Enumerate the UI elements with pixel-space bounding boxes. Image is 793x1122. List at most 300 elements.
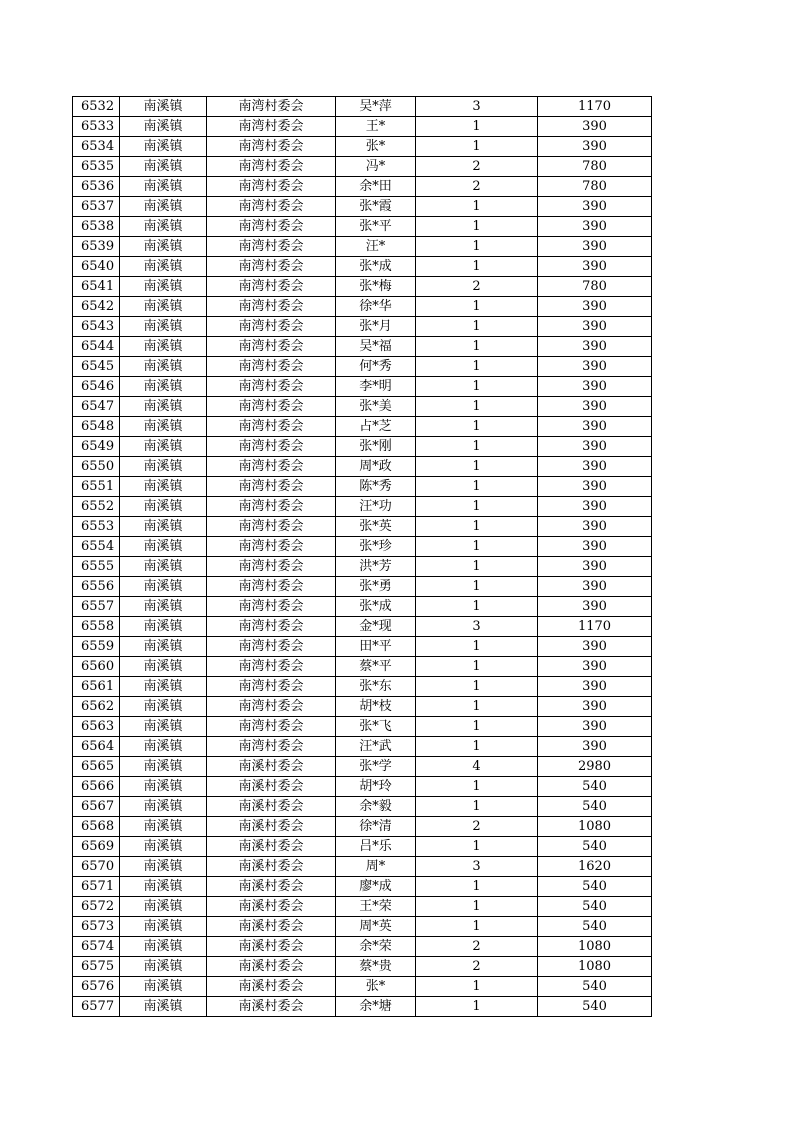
village-committee-cell: 南湾村委会 [207, 617, 336, 637]
count-cell: 1 [416, 377, 538, 397]
name-cell: 蔡*贵 [336, 957, 416, 977]
table-row [73, 777, 652, 797]
village-committee-cell: 南溪村委会 [207, 877, 336, 897]
count-cell: 1 [416, 397, 538, 417]
count-cell: 2 [416, 957, 538, 977]
town-cell: 南溪镇 [120, 177, 207, 197]
village-committee-cell: 南湾村委会 [207, 677, 336, 697]
row-id-cell: 6565 [73, 757, 120, 777]
village-committee-cell: 南湾村委会 [207, 317, 336, 337]
amount-cell: 390 [538, 217, 652, 237]
town-cell: 南溪镇 [120, 877, 207, 897]
village-committee-cell: 南溪村委会 [207, 957, 336, 977]
count-cell: 1 [416, 197, 538, 217]
name-cell: 陈*秀 [336, 477, 416, 497]
table-body [73, 97, 652, 1017]
amount-cell: 390 [538, 497, 652, 517]
row-id-cell: 6541 [73, 277, 120, 297]
name-cell: 徐*华 [336, 297, 416, 317]
count-cell: 1 [416, 977, 538, 997]
data-table [72, 96, 652, 1017]
row-id-cell: 6554 [73, 537, 120, 557]
village-committee-cell: 南溪村委会 [207, 757, 336, 777]
village-committee-cell: 南湾村委会 [207, 637, 336, 657]
town-cell: 南溪镇 [120, 417, 207, 437]
amount-cell: 1170 [538, 617, 652, 637]
name-cell: 金*现 [336, 617, 416, 637]
table-row [73, 197, 652, 217]
row-id-cell: 6577 [73, 997, 120, 1017]
row-id-cell: 6538 [73, 217, 120, 237]
count-cell: 1 [416, 737, 538, 757]
name-cell: 胡*枝 [336, 697, 416, 717]
name-cell: 蔡*平 [336, 657, 416, 677]
table-row [73, 137, 652, 157]
amount-cell: 390 [538, 417, 652, 437]
count-cell: 3 [416, 617, 538, 637]
amount-cell: 2980 [538, 757, 652, 777]
town-cell: 南溪镇 [120, 197, 207, 217]
name-cell: 吴*福 [336, 337, 416, 357]
count-cell: 2 [416, 177, 538, 197]
row-id-cell: 6549 [73, 437, 120, 457]
amount-cell: 780 [538, 277, 652, 297]
name-cell: 冯* [336, 157, 416, 177]
count-cell: 1 [416, 897, 538, 917]
row-id-cell: 6556 [73, 577, 120, 597]
row-id-cell: 6555 [73, 557, 120, 577]
count-cell: 1 [416, 477, 538, 497]
name-cell: 余*塘 [336, 997, 416, 1017]
row-id-cell: 6544 [73, 337, 120, 357]
name-cell: 张*成 [336, 257, 416, 277]
name-cell: 余*田 [336, 177, 416, 197]
name-cell: 吴*萍 [336, 97, 416, 117]
name-cell: 周* [336, 857, 416, 877]
village-committee-cell: 南湾村委会 [207, 177, 336, 197]
count-cell: 1 [416, 137, 538, 157]
village-committee-cell: 南湾村委会 [207, 397, 336, 417]
village-committee-cell: 南湾村委会 [207, 477, 336, 497]
town-cell: 南溪镇 [120, 297, 207, 317]
row-id-cell: 6566 [73, 777, 120, 797]
town-cell: 南溪镇 [120, 697, 207, 717]
amount-cell: 390 [538, 437, 652, 457]
town-cell: 南溪镇 [120, 637, 207, 657]
row-id-cell: 6569 [73, 837, 120, 857]
name-cell: 张*勇 [336, 577, 416, 597]
count-cell: 2 [416, 937, 538, 957]
town-cell: 南溪镇 [120, 957, 207, 977]
town-cell: 南溪镇 [120, 317, 207, 337]
row-id-cell: 6557 [73, 597, 120, 617]
amount-cell: 390 [538, 697, 652, 717]
row-id-cell: 6542 [73, 297, 120, 317]
row-id-cell: 6553 [73, 517, 120, 537]
table-row [73, 957, 652, 977]
count-cell: 2 [416, 277, 538, 297]
count-cell: 2 [416, 817, 538, 837]
amount-cell: 390 [538, 577, 652, 597]
table-row [73, 817, 652, 837]
village-committee-cell: 南湾村委会 [207, 457, 336, 477]
count-cell: 1 [416, 697, 538, 717]
count-cell: 1 [416, 437, 538, 457]
table-row [73, 377, 652, 397]
name-cell: 汪*武 [336, 737, 416, 757]
row-id-cell: 6532 [73, 97, 120, 117]
town-cell: 南溪镇 [120, 837, 207, 857]
name-cell: 吕*乐 [336, 837, 416, 857]
town-cell: 南溪镇 [120, 577, 207, 597]
town-cell: 南溪镇 [120, 377, 207, 397]
village-committee-cell: 南湾村委会 [207, 497, 336, 517]
count-cell: 1 [416, 577, 538, 597]
row-id-cell: 6536 [73, 177, 120, 197]
village-committee-cell: 南湾村委会 [207, 357, 336, 377]
town-cell: 南溪镇 [120, 717, 207, 737]
table-row [73, 277, 652, 297]
amount-cell: 390 [538, 597, 652, 617]
village-committee-cell: 南溪村委会 [207, 777, 336, 797]
name-cell: 张*霞 [336, 197, 416, 217]
row-id-cell: 6551 [73, 477, 120, 497]
amount-cell: 540 [538, 917, 652, 937]
row-id-cell: 6559 [73, 637, 120, 657]
village-committee-cell: 南湾村委会 [207, 97, 336, 117]
name-cell: 张*平 [336, 217, 416, 237]
village-committee-cell: 南湾村委会 [207, 717, 336, 737]
name-cell: 张*英 [336, 517, 416, 537]
village-committee-cell: 南湾村委会 [207, 417, 336, 437]
count-cell: 1 [416, 417, 538, 437]
town-cell: 南溪镇 [120, 157, 207, 177]
town-cell: 南溪镇 [120, 677, 207, 697]
amount-cell: 390 [538, 657, 652, 677]
count-cell: 2 [416, 157, 538, 177]
town-cell: 南溪镇 [120, 477, 207, 497]
town-cell: 南溪镇 [120, 797, 207, 817]
count-cell: 1 [416, 877, 538, 897]
village-committee-cell: 南溪村委会 [207, 897, 336, 917]
count-cell: 1 [416, 257, 538, 277]
row-id-cell: 6571 [73, 877, 120, 897]
row-id-cell: 6546 [73, 377, 120, 397]
amount-cell: 540 [538, 897, 652, 917]
village-committee-cell: 南湾村委会 [207, 277, 336, 297]
table-row [73, 97, 652, 117]
village-committee-cell: 南湾村委会 [207, 157, 336, 177]
row-id-cell: 6567 [73, 797, 120, 817]
town-cell: 南溪镇 [120, 557, 207, 577]
row-id-cell: 6568 [73, 817, 120, 837]
amount-cell: 390 [538, 297, 652, 317]
town-cell: 南溪镇 [120, 257, 207, 277]
count-cell: 1 [416, 597, 538, 617]
amount-cell: 390 [538, 717, 652, 737]
table-row [73, 597, 652, 617]
table-row [73, 557, 652, 577]
name-cell: 张*刚 [336, 437, 416, 457]
name-cell: 何*秀 [336, 357, 416, 377]
row-id-cell: 6537 [73, 197, 120, 217]
amount-cell: 390 [538, 357, 652, 377]
table-row [73, 697, 652, 717]
table-row [73, 937, 652, 957]
name-cell: 张*珍 [336, 537, 416, 557]
town-cell: 南溪镇 [120, 777, 207, 797]
name-cell: 汪*功 [336, 497, 416, 517]
row-id-cell: 6534 [73, 137, 120, 157]
table-row [73, 297, 652, 317]
amount-cell: 390 [538, 537, 652, 557]
village-committee-cell: 南湾村委会 [207, 337, 336, 357]
row-id-cell: 6573 [73, 917, 120, 937]
table-row [73, 337, 652, 357]
table-row [73, 657, 652, 677]
name-cell: 周*政 [336, 457, 416, 477]
name-cell: 张*学 [336, 757, 416, 777]
name-cell: 张* [336, 137, 416, 157]
amount-cell: 390 [538, 477, 652, 497]
town-cell: 南溪镇 [120, 997, 207, 1017]
table-row [73, 357, 652, 377]
amount-cell: 390 [538, 337, 652, 357]
village-committee-cell: 南湾村委会 [207, 517, 336, 537]
count-cell: 1 [416, 537, 538, 557]
town-cell: 南溪镇 [120, 277, 207, 297]
amount-cell: 390 [538, 637, 652, 657]
table-row [73, 997, 652, 1017]
row-id-cell: 6543 [73, 317, 120, 337]
town-cell: 南溪镇 [120, 97, 207, 117]
village-committee-cell: 南湾村委会 [207, 557, 336, 577]
count-cell: 1 [416, 217, 538, 237]
amount-cell: 780 [538, 177, 652, 197]
row-id-cell: 6535 [73, 157, 120, 177]
row-id-cell: 6576 [73, 977, 120, 997]
town-cell: 南溪镇 [120, 817, 207, 837]
table-row [73, 537, 652, 557]
count-cell: 1 [416, 637, 538, 657]
count-cell: 1 [416, 997, 538, 1017]
count-cell: 1 [416, 457, 538, 477]
town-cell: 南溪镇 [120, 137, 207, 157]
name-cell: 余*荣 [336, 937, 416, 957]
village-committee-cell: 南湾村委会 [207, 737, 336, 757]
amount-cell: 540 [538, 797, 652, 817]
village-committee-cell: 南湾村委会 [207, 297, 336, 317]
village-committee-cell: 南湾村委会 [207, 137, 336, 157]
count-cell: 4 [416, 757, 538, 777]
amount-cell: 540 [538, 777, 652, 797]
village-committee-cell: 南湾村委会 [207, 237, 336, 257]
town-cell: 南溪镇 [120, 457, 207, 477]
table-row [73, 577, 652, 597]
amount-cell: 1170 [538, 97, 652, 117]
amount-cell: 1620 [538, 857, 652, 877]
count-cell: 1 [416, 297, 538, 317]
name-cell: 廖*成 [336, 877, 416, 897]
row-id-cell: 6563 [73, 717, 120, 737]
row-id-cell: 6560 [73, 657, 120, 677]
town-cell: 南溪镇 [120, 537, 207, 557]
table-row [73, 437, 652, 457]
town-cell: 南溪镇 [120, 597, 207, 617]
amount-cell: 390 [538, 197, 652, 217]
name-cell: 张*梅 [336, 277, 416, 297]
name-cell: 汪* [336, 237, 416, 257]
table-row [73, 977, 652, 997]
row-id-cell: 6572 [73, 897, 120, 917]
amount-cell: 390 [538, 117, 652, 137]
village-committee-cell: 南湾村委会 [207, 577, 336, 597]
village-committee-cell: 南溪村委会 [207, 997, 336, 1017]
name-cell: 张*成 [336, 597, 416, 617]
count-cell: 1 [416, 777, 538, 797]
village-committee-cell: 南溪村委会 [207, 937, 336, 957]
name-cell: 胡*玲 [336, 777, 416, 797]
town-cell: 南溪镇 [120, 617, 207, 637]
name-cell: 洪*芳 [336, 557, 416, 577]
amount-cell: 390 [538, 257, 652, 277]
row-id-cell: 6545 [73, 357, 120, 377]
town-cell: 南溪镇 [120, 657, 207, 677]
table-row [73, 177, 652, 197]
town-cell: 南溪镇 [120, 117, 207, 137]
town-cell: 南溪镇 [120, 937, 207, 957]
count-cell: 1 [416, 517, 538, 537]
town-cell: 南溪镇 [120, 397, 207, 417]
village-committee-cell: 南溪村委会 [207, 977, 336, 997]
name-cell: 周*英 [336, 917, 416, 937]
village-committee-cell: 南湾村委会 [207, 257, 336, 277]
amount-cell: 540 [538, 837, 652, 857]
town-cell: 南溪镇 [120, 757, 207, 777]
row-id-cell: 6533 [73, 117, 120, 137]
village-committee-cell: 南湾村委会 [207, 437, 336, 457]
table-row [73, 157, 652, 177]
row-id-cell: 6540 [73, 257, 120, 277]
count-cell: 1 [416, 657, 538, 677]
town-cell: 南溪镇 [120, 897, 207, 917]
name-cell: 占*芝 [336, 417, 416, 437]
village-committee-cell: 南湾村委会 [207, 217, 336, 237]
village-committee-cell: 南溪村委会 [207, 857, 336, 877]
table-row [73, 237, 652, 257]
name-cell: 张*飞 [336, 717, 416, 737]
table-row [73, 517, 652, 537]
village-committee-cell: 南溪村委会 [207, 917, 336, 937]
name-cell: 张* [336, 977, 416, 997]
row-id-cell: 6570 [73, 857, 120, 877]
count-cell: 1 [416, 117, 538, 137]
amount-cell: 390 [538, 317, 652, 337]
row-id-cell: 6548 [73, 417, 120, 437]
village-committee-cell: 南湾村委会 [207, 657, 336, 677]
name-cell: 王* [336, 117, 416, 137]
table-row [73, 117, 652, 137]
table-row [73, 637, 652, 657]
amount-cell: 390 [538, 397, 652, 417]
table-row [73, 217, 652, 237]
village-committee-cell: 南湾村委会 [207, 537, 336, 557]
row-id-cell: 6562 [73, 697, 120, 717]
row-id-cell: 6547 [73, 397, 120, 417]
name-cell: 张*月 [336, 317, 416, 337]
name-cell: 王*荣 [336, 897, 416, 917]
village-committee-cell: 南湾村委会 [207, 597, 336, 617]
table-row [73, 457, 652, 477]
amount-cell: 390 [538, 137, 652, 157]
count-cell: 1 [416, 237, 538, 257]
table-row [73, 917, 652, 937]
name-cell: 田*平 [336, 637, 416, 657]
row-id-cell: 6550 [73, 457, 120, 477]
amount-cell: 540 [538, 977, 652, 997]
table-row [73, 797, 652, 817]
amount-cell: 540 [538, 877, 652, 897]
table-row [73, 417, 652, 437]
town-cell: 南溪镇 [120, 217, 207, 237]
village-committee-cell: 南溪村委会 [207, 797, 336, 817]
count-cell: 3 [416, 97, 538, 117]
town-cell: 南溪镇 [120, 237, 207, 257]
town-cell: 南溪镇 [120, 857, 207, 877]
count-cell: 1 [416, 497, 538, 517]
row-id-cell: 6575 [73, 957, 120, 977]
table-row [73, 317, 652, 337]
table-row [73, 737, 652, 757]
amount-cell: 540 [538, 997, 652, 1017]
count-cell: 1 [416, 837, 538, 857]
amount-cell: 390 [538, 557, 652, 577]
row-id-cell: 6561 [73, 677, 120, 697]
village-committee-cell: 南溪村委会 [207, 837, 336, 857]
name-cell: 徐*清 [336, 817, 416, 837]
town-cell: 南溪镇 [120, 337, 207, 357]
count-cell: 1 [416, 557, 538, 577]
table-row [73, 757, 652, 777]
town-cell: 南溪镇 [120, 497, 207, 517]
table-row [73, 477, 652, 497]
town-cell: 南溪镇 [120, 917, 207, 937]
amount-cell: 390 [538, 377, 652, 397]
table-row [73, 717, 652, 737]
name-cell: 张*美 [336, 397, 416, 417]
row-id-cell: 6574 [73, 937, 120, 957]
town-cell: 南溪镇 [120, 437, 207, 457]
village-committee-cell: 南湾村委会 [207, 377, 336, 397]
table-row [73, 497, 652, 517]
count-cell: 1 [416, 797, 538, 817]
town-cell: 南溪镇 [120, 517, 207, 537]
row-id-cell: 6552 [73, 497, 120, 517]
amount-cell: 1080 [538, 817, 652, 837]
name-cell: 李*明 [336, 377, 416, 397]
row-id-cell: 6558 [73, 617, 120, 637]
count-cell: 1 [416, 337, 538, 357]
town-cell: 南溪镇 [120, 357, 207, 377]
count-cell: 1 [416, 677, 538, 697]
table-row [73, 257, 652, 277]
table-row [73, 397, 652, 417]
name-cell: 张*东 [336, 677, 416, 697]
table-row [73, 677, 652, 697]
village-committee-cell: 南湾村委会 [207, 697, 336, 717]
amount-cell: 780 [538, 157, 652, 177]
row-id-cell: 6564 [73, 737, 120, 757]
